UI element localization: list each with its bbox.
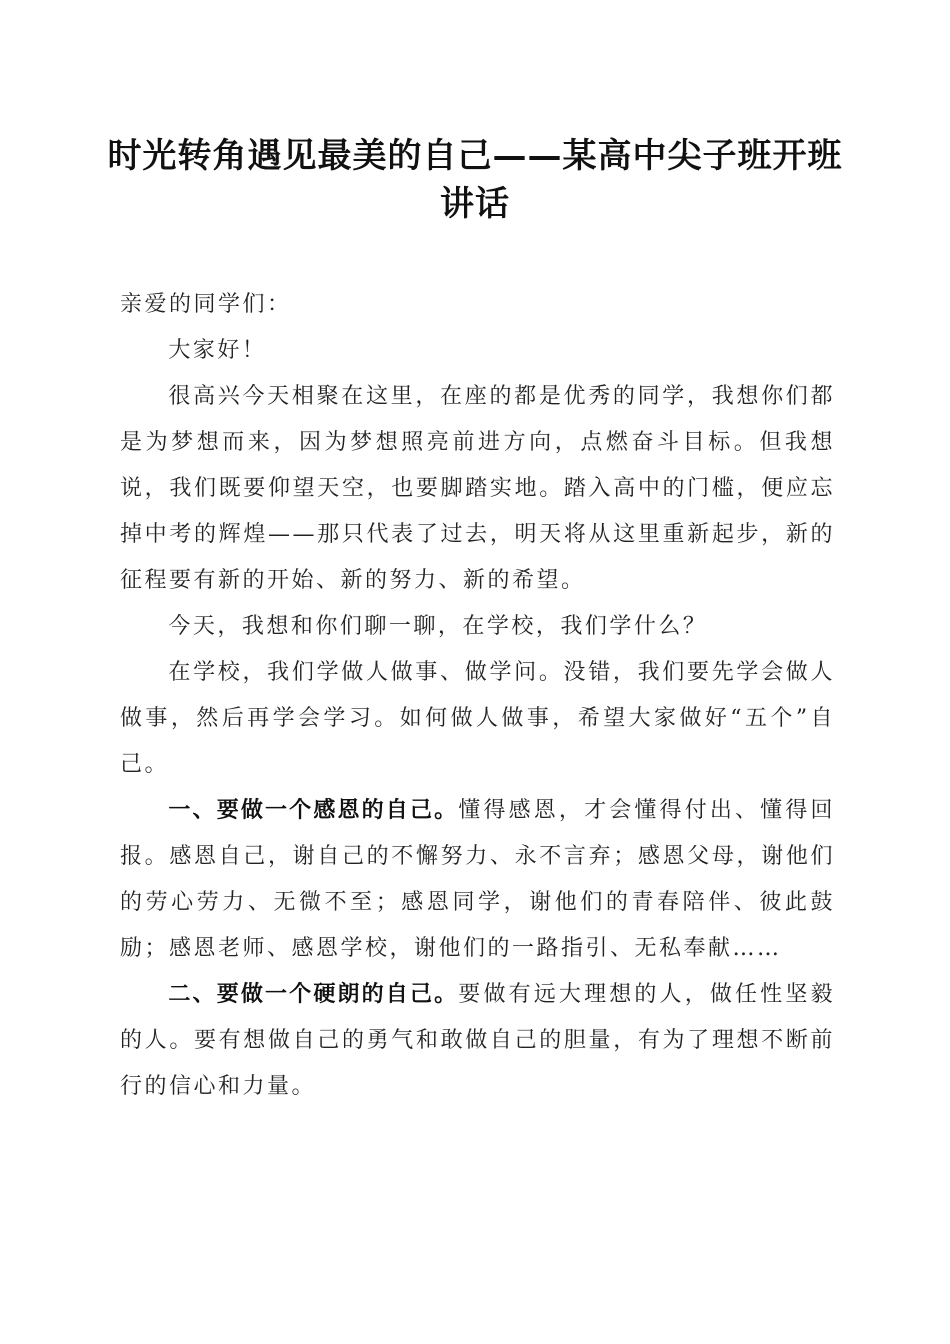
document-body (120, 282, 835, 1110)
point-text: 懂得感恩，才会懂得付出、懂得回报。感恩自己，谢自己的不懈努力、永不言弃；感恩父母，谢他们的劳心劳力、无微不至；感恩同学，谢他们的青春陪伴、彼此鼓励；感恩老师、感恩学校，谢他们的一路指引、无私奉献…… (120, 798, 835, 961)
paragraph: 很高兴今天相聚在这里，在座的都是优秀的同学，我想你们都是为梦想而来，因为梦想照亮前进方向，点燃奋斗目标。但我想说，我们既要仰望天空，也要脚踏实地。踏入高中的门槛，便应忘掉中考的辉煌——那只代表了过去，明天将从这里重新起步，新的征程要有新的开始、新的努力、新的希望。 (120, 384, 835, 593)
point-heading: 一、要做一个感恩的自己。 (168, 798, 459, 823)
greeting: 大家好！ (168, 338, 267, 363)
point-paragraph (120, 972, 835, 1110)
point-paragraph (120, 788, 835, 972)
salutation: 亲爱的同学们： (120, 292, 292, 317)
document-title: 时光转角遇见最美的自己——某高中尖子班开班讲话 (107, 136, 843, 224)
point-heading: 二、要做一个硬朗的自己。 (168, 982, 459, 1007)
paragraph: 今天，我想和你们聊一聊，在学校，我们学什么？ (168, 614, 708, 639)
point-text: 要做有远大理想的人，做任性坚毅的人。要有想做自己的勇气和敢做自己的胆量，有为了理想不断前行的信心和力量。 (120, 982, 835, 1099)
paragraph: 在学校，我们学做人做事、做学问。没错，我们要先学会做人做事，然后再学会学习。如何做人做事，希望大家做好“五个”自己。 (120, 660, 835, 777)
